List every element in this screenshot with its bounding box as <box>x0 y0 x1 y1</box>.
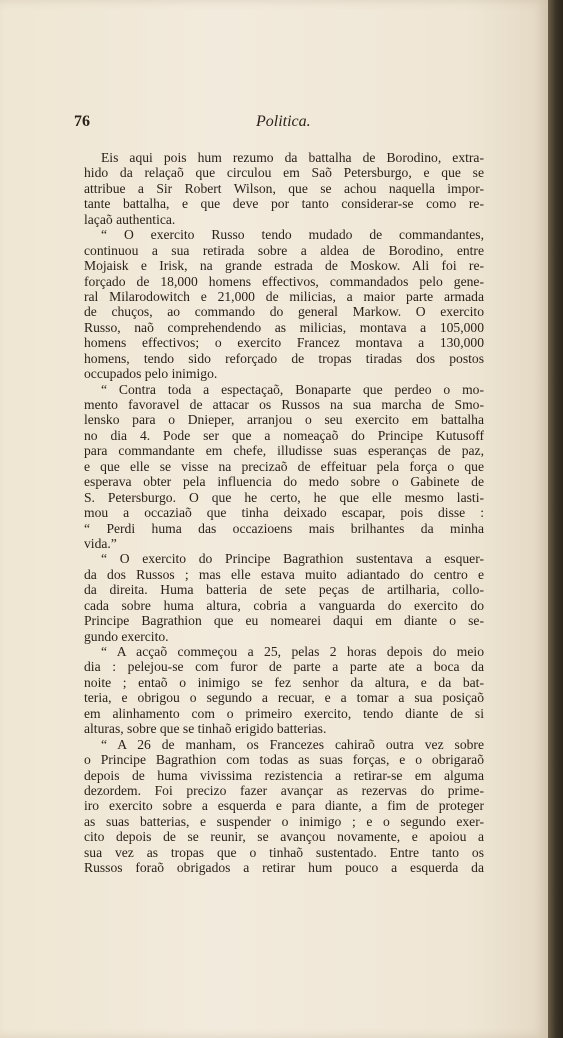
text-line: attribue a Sir Robert Wilson, que se achou naquella impor- <box>84 180 484 196</box>
text-line: em alinhamento com o primeiro exercito, tendo diante de si <box>84 705 484 721</box>
text-line: hido da relaçaõ que circulou em Saõ Petersburgo, e que se <box>84 165 484 181</box>
text-line: Principe Bagrathion que eu nomearei daqui em diante o se- <box>84 613 484 629</box>
text-line: iro exercito sobre a esquerda e para diante, a fim de proteger <box>84 798 484 814</box>
text-line: esperava obter pela influencia do medo sobre o Gabinete de <box>84 474 484 490</box>
text-line: gundo exercito. <box>84 628 169 644</box>
text-line: “ Perdi huma das occazioens mais brilhantes da minha <box>84 520 484 536</box>
text-line: S. Petersburgo. O que he certo, he que elle mesmo lasti- <box>84 489 484 505</box>
text-line: “ Contra toda a espectaçaõ, Bonaparte que perdeo o mo- <box>101 381 484 397</box>
text-line: Eis aqui pois hum rezumo da battalha de Borodino, extra- <box>101 150 484 165</box>
text-line: Mojaisk e Irisk, na grande estrada de Moskow. Ali foi re- <box>84 258 484 274</box>
text-line: as suas batterias, e suspender o inimigo ; e o segundo exer- <box>84 813 484 829</box>
text-line: o Principe Bagrathion com todas as suas forças, e o obrigaraõ <box>84 752 484 768</box>
running-title: Politica. <box>256 113 311 130</box>
text-line: mou a occaziaõ que tinha deixado escapar, pois disse : <box>84 505 484 521</box>
page-header <box>74 113 484 135</box>
text-line: vida.” <box>84 535 117 551</box>
text-line: lensko para o Dnieper, arranjou o seu exercito em battalha <box>84 412 484 428</box>
text-line: dia : pelejou-se com furor de parte a parte ate a boca da <box>84 659 484 675</box>
text-line: Russo, naõ comprehendendo as milicias, montava a 105,000 <box>84 319 484 335</box>
text-line: de chuços, ao commando do general Markow. O exercito <box>84 304 484 320</box>
text-line: depois de huma vivissima rezistencia a retirar-se em alguma <box>84 767 484 783</box>
text-line: “ O exercito Russo tendo mudado de commandantes, <box>101 227 484 243</box>
text-line: “ A acçaõ commeçou a 25, pelas 2 horas depois do meio <box>101 644 484 659</box>
text-line: forçado de 18,000 homens effectivos, commandados pelo gene- <box>84 273 484 289</box>
text-line: e que elle se visse na precizaõ de effeituar pela força o que <box>84 458 484 474</box>
text-line: cada sobre huma altura, cobria a vanguarda do exercito do <box>84 597 484 613</box>
text-line: da direita. Huma batteria de sete peças de artilharia, collo- <box>84 582 484 598</box>
text-line: noite ; entaõ o inimigo se fez senhor da altura, e da bat- <box>84 674 484 690</box>
text-line: da dos Russos ; mas elle estava muito adiantado do centro e <box>84 566 484 582</box>
text-line: continuou a sua retirada sobre a aldea de Borodino, entre <box>84 242 484 258</box>
text-line: homens effectivos; o exercito Francez montava a 130,000 <box>84 335 484 351</box>
text-line: sua vez as tropas que o tinhaõ sustentado. Entre tanto os <box>84 844 484 860</box>
text-line: “ O exercito do Principe Bagrathion sustentava a esquer- <box>101 551 484 567</box>
text-line: alturas, sobre que se tinhaõ erigido batterias. <box>84 721 327 737</box>
text-line: ral Milarodowitch e 21,000 de milicias, a maior parte armada <box>84 288 484 304</box>
text-line: laçaõ authentica. <box>84 211 176 227</box>
text-line: no dia 4. Pode ser que a nomeaçaõ do Principe Kutusoff <box>84 427 484 443</box>
text-line: cito depois de se reunir, se avançou novamente, e apoiou a <box>84 829 484 845</box>
text-line: mento favoravel de attacar os Russos na sua marcha de Smo- <box>84 397 484 412</box>
text-line: dezordem. Foi precizo fazer avançar as rezervas do prime- <box>84 782 484 798</box>
text-line: “ A 26 de manham, os Francezes cahiraõ outra vez sobre <box>101 736 484 752</box>
body-text <box>84 150 484 876</box>
page-number: 76 <box>74 113 90 130</box>
text-line: homens, tendo sido reforçado de tropas tiradas dos postos <box>84 350 484 366</box>
text-line: Russos foraõ obrigados a retirar hum pouco a esquerda da <box>84 860 484 876</box>
text-line: occupados pelo inimigo. <box>84 366 218 382</box>
text-line: para commandante em chefe, illudisse suas esperanças de paz, <box>84 443 484 459</box>
text-line: teria, e obrigou o segundo a recuar, e a tomar a sua posiçaõ <box>84 690 484 706</box>
text-line: tante battalha, e que deve por tanto considerar-se como re- <box>84 196 484 212</box>
page-edge <box>548 0 563 1038</box>
